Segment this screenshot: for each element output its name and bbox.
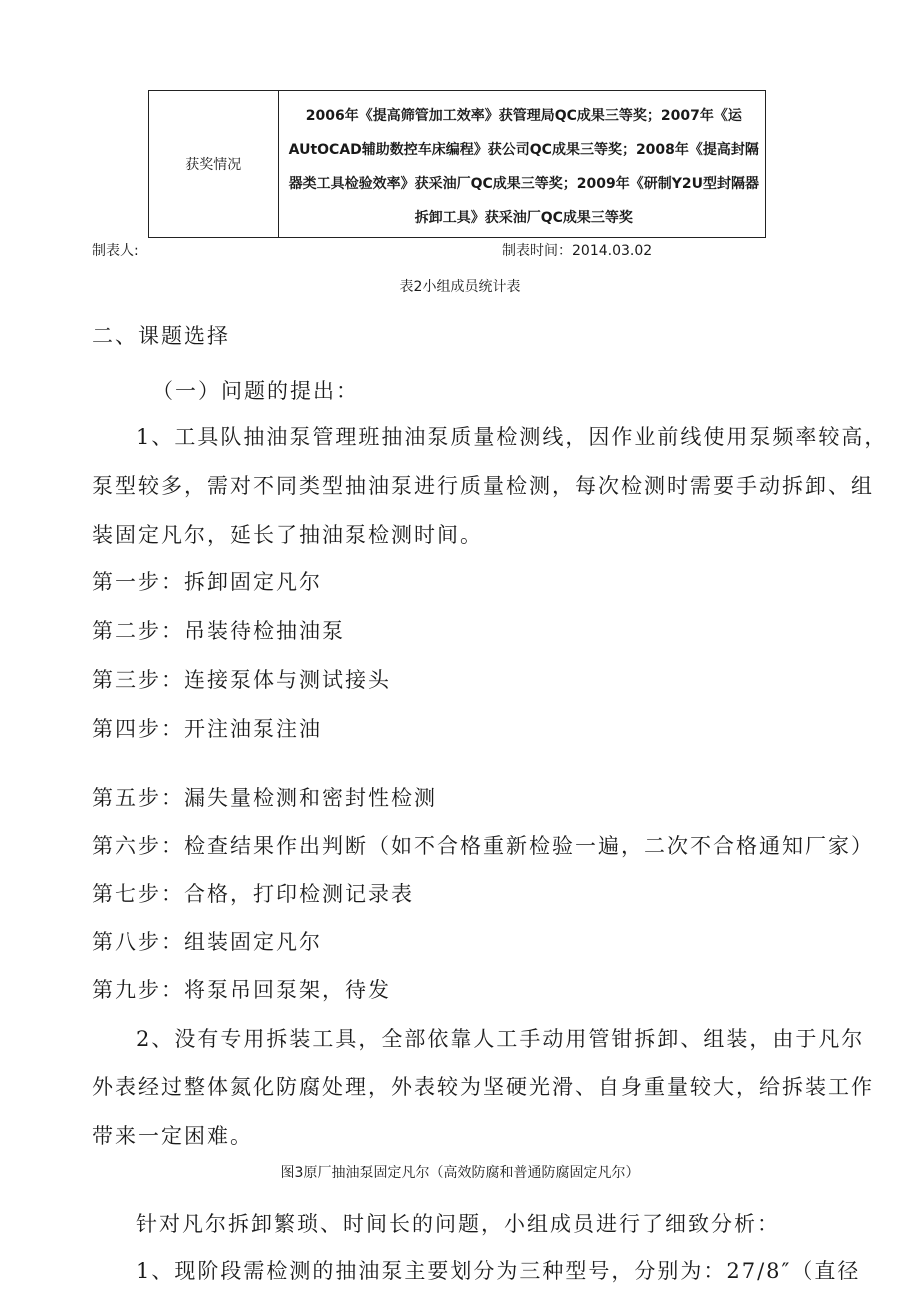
step-item: 第二步：吊装待检抽油泵 <box>92 619 345 643</box>
paragraph-line: 装固定凡尔，延长了抽油泵检测时间。 <box>92 523 483 547</box>
step-item: 第八步：组装固定凡尔 <box>92 930 322 954</box>
paragraph-line: 1、现阶段需检测的抽油泵主要划分为三种型号，分别为：27/8″（直径 <box>136 1259 861 1283</box>
subsection-heading: （一）问题的提出： <box>152 379 359 403</box>
step-item: 第六步：检查结果作出判断（如不合格重新检验一遍，二次不合格通知厂家） <box>92 834 874 858</box>
award-table <box>148 90 766 238</box>
step-item: 第五步：漏失量检测和密封性检测 <box>92 786 437 810</box>
award-line: 2006年《提高筛管加工效率》获管理局QC成果三等奖；2007年《运 <box>305 108 742 124</box>
step-item: 第七步：合格，打印检测记录表 <box>92 882 414 906</box>
section-heading: 二、课题选择 <box>92 324 230 348</box>
maker-label: 制表人: <box>92 243 139 259</box>
step-item: 第四步：开注油泵注油 <box>92 717 322 741</box>
paragraph-line: 2、没有专用拆装工具，全部依靠人工手动用管钳拆卸、组装，由于凡尔 <box>136 1027 865 1051</box>
award-line: 器类工具检验效率》获采油厂QC成果三等奖；2009年《研制Y2U型封隔器 <box>288 176 759 192</box>
step-item: 第一步：拆卸固定凡尔 <box>92 570 322 594</box>
paragraph-line: 针对凡尔拆卸繁琐、时间长的问题，小组成员进行了细致分析： <box>136 1212 780 1236</box>
maker-time: 制表时间：2014.03.02 <box>502 243 653 259</box>
award-line: 拆卸工具》获采油厂QC成果三等奖 <box>414 210 633 226</box>
step-item: 第三步：连接泵体与测试接头 <box>92 668 391 692</box>
award-content <box>279 91 765 237</box>
paragraph-line: 1、工具队抽油泵管理班抽油泵质量检测线，因作业前线使用泵频率较高， <box>136 425 888 449</box>
figure-caption: 图3原厂抽油泵固定凡尔（高效防腐和普通防腐固定凡尔） <box>280 1165 640 1181</box>
maker-line <box>92 240 662 260</box>
award-label: 获奖情况 <box>149 91 279 237</box>
paragraph-line: 外表经过整体氮化防腐处理，外表较为坚硬光滑、自身重量较大，给拆装工作 <box>92 1075 874 1099</box>
paragraph-line: 泵型较多，需对不同类型抽油泵进行质量检测，每次检测时需要手动拆卸、组 <box>92 474 874 498</box>
step-item: 第九步：将泵吊回泵架，待发 <box>92 978 391 1002</box>
paragraph-line: 带来一定困难。 <box>92 1124 253 1148</box>
award-line: AUtOCAD辅助数控车床编程》获公司QC成果三等奖；2008年《提高封隔 <box>288 142 759 158</box>
table-caption: 表2小组成员统计表 <box>399 279 521 295</box>
